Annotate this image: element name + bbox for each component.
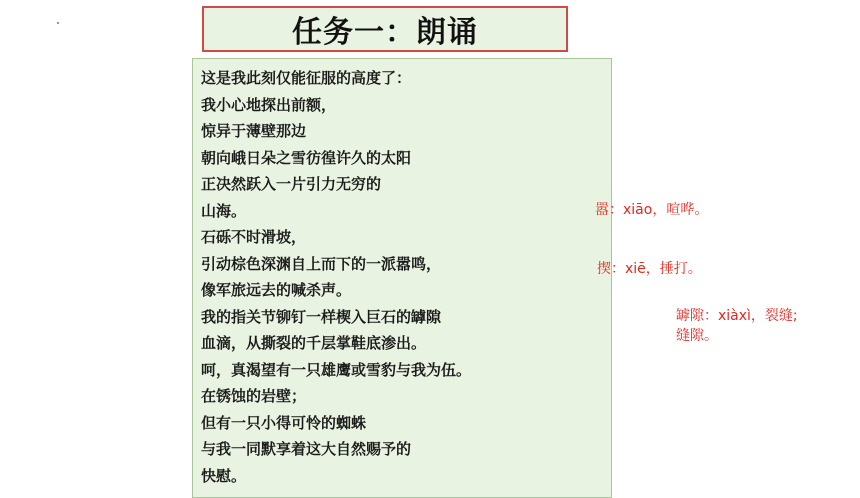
annotation-xiaxi-line1: 罅隙：xiàxì，裂缝; — [676, 308, 798, 324]
poem-line: 血滴，从撕裂的千层掌鞋底渗出。 — [201, 334, 427, 352]
poem-line: 山海。 — [201, 201, 247, 220]
poem-line: 与我一同默享着这大自然赐予的 — [201, 440, 412, 458]
poem-line: 惊异于薄壁那边 — [201, 122, 307, 140]
poem-line: 这是我此刻仅能征服的高度了： — [201, 69, 412, 87]
annotation-xie: 揳：xiē，捶打。 — [597, 261, 702, 277]
slide-title: 任务一：朗诵 — [202, 6, 568, 52]
poem-line: 正决然跃入一片引力无穷的 — [201, 175, 382, 193]
poem-line: 我的指关节铆钉一样楔入巨石的罅隙 — [201, 307, 442, 326]
decorative-dot — [57, 22, 59, 24]
poem-line: 在锈蚀的岩壁； — [201, 387, 307, 405]
poem-line: 快慰。 — [201, 466, 247, 485]
poem-line: 我小心地探出前额， — [201, 95, 337, 114]
annotation-xiao: 嚣：xiāo，喧哗。 — [595, 202, 709, 218]
poem-line: 像军旅远去的喊杀声。 — [201, 281, 352, 299]
poem-line: 石砾不时滑坡， — [201, 228, 307, 246]
poem-line: 但有一只小得可怜的蜘蛛 — [201, 413, 367, 432]
poem-text-box — [192, 58, 612, 498]
annotation-xiaxi — [676, 306, 798, 346]
annotation-xiaxi-line2: 缝隙。 — [676, 328, 718, 344]
poem-line: 呵，真渴望有一只雄鹰或雪豹与我为伍。 — [201, 360, 472, 379]
poem-line: 朝向峨日朵之雪彷徨许久的太阳 — [201, 148, 412, 167]
poem-line: 引动棕色深渊自上而下的一派嚣鸣， — [201, 254, 442, 273]
